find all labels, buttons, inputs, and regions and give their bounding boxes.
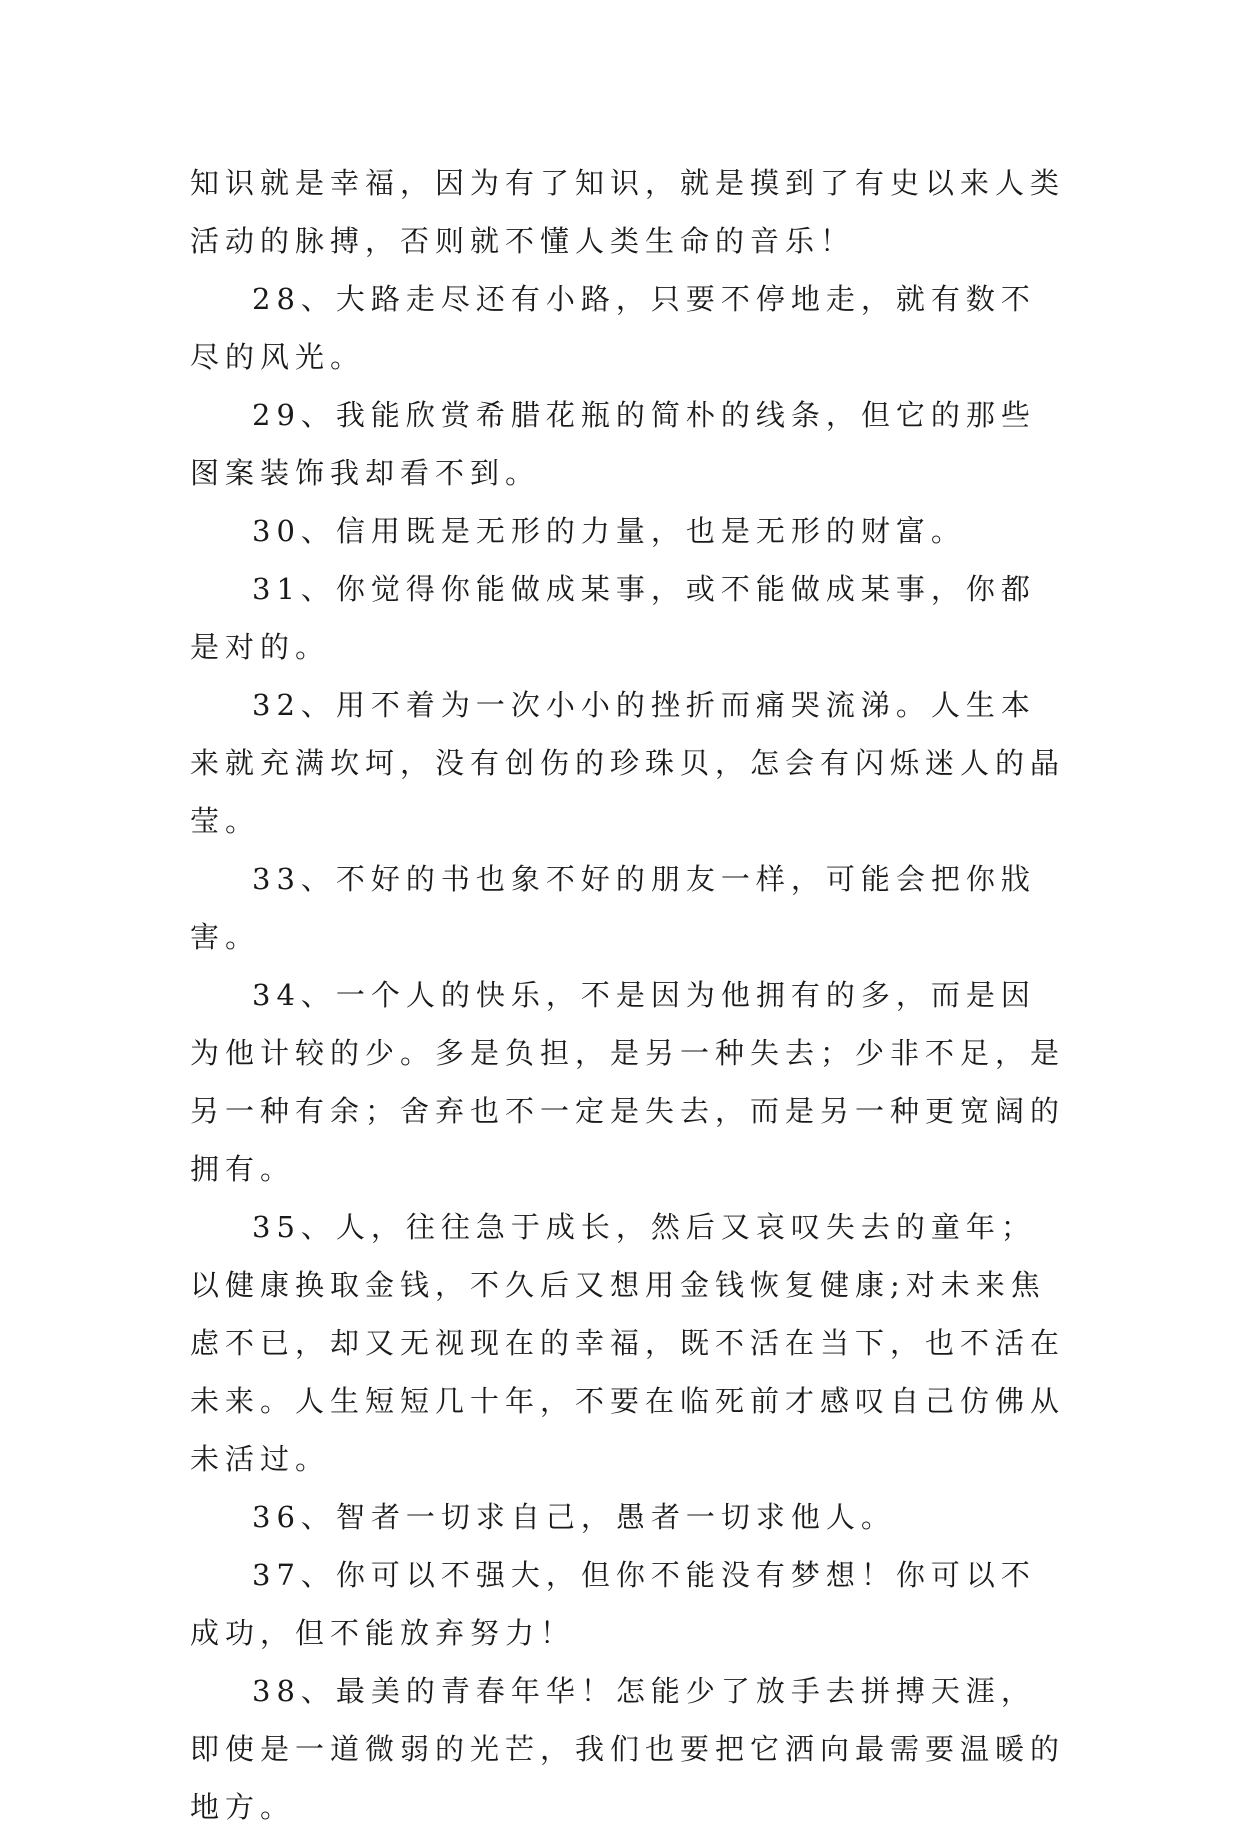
paragraph-38: 38、最美的青春年华！怎能少了放手去拼搏天涯，即使是一道微弱的光芒，我们也要把它洒向最需要温暖的地方。 <box>190 1674 1066 1824</box>
paragraph-32: 32、用不着为一次小小的挫折而痛哭流涕。人生本来就充满坎坷，没有创伤的珍珠贝，怎会有闪烁迷人的晶莹。 <box>190 688 1066 838</box>
paragraph-33: 33、不好的书也象不好的朋友一样，可能会把你戕害。 <box>190 862 1036 954</box>
paragraph-30: 30、信用既是无形的力量，也是无形的财富。 <box>252 514 966 548</box>
paragraph-34: 34、一个人的快乐，不是因为他拥有的多，而是因为他计较的少。多是负担，是另一种失去；少非不足，是另一种有余；舍弃也不一定是失去，而是另一种更宽阔的拥有。 <box>190 978 1066 1186</box>
paragraph-28: 28、大路走尽还有小路，只要不停地走，就有数不尽的风光。 <box>190 282 1036 374</box>
paragraph-37: 37、你可以不强大，但你不能没有梦想！你可以不成功，但不能放弃努力！ <box>190 1558 1036 1650</box>
paragraph-31: 31、你觉得你能做成某事，或不能做成某事，你都是对的。 <box>190 572 1036 664</box>
paragraph-36: 36、智者一切求自己，愚者一切求他人。 <box>252 1500 896 1534</box>
paragraph-knowledge: 知识就是幸福，因为有了知识，就是摸到了有史以来人类活动的脉搏，否则就不懂人类生命的音乐！ <box>190 166 1066 258</box>
document-body <box>190 154 1070 1836</box>
paragraph-29: 29、我能欣赏希腊花瓶的简朴的线条，但它的那些图案装饰我却看不到。 <box>190 398 1036 490</box>
paragraph-35: 35、人，往往急于成长，然后又哀叹失去的童年；以健康换取金钱，不久后又想用金钱恢复健康;对未来焦虑不已，却又无视现在的幸福，既不活在当下，也不活在未来。人生短短几十年，不要在临死前才感叹自己仿佛从未活过。 <box>190 1210 1066 1476</box>
